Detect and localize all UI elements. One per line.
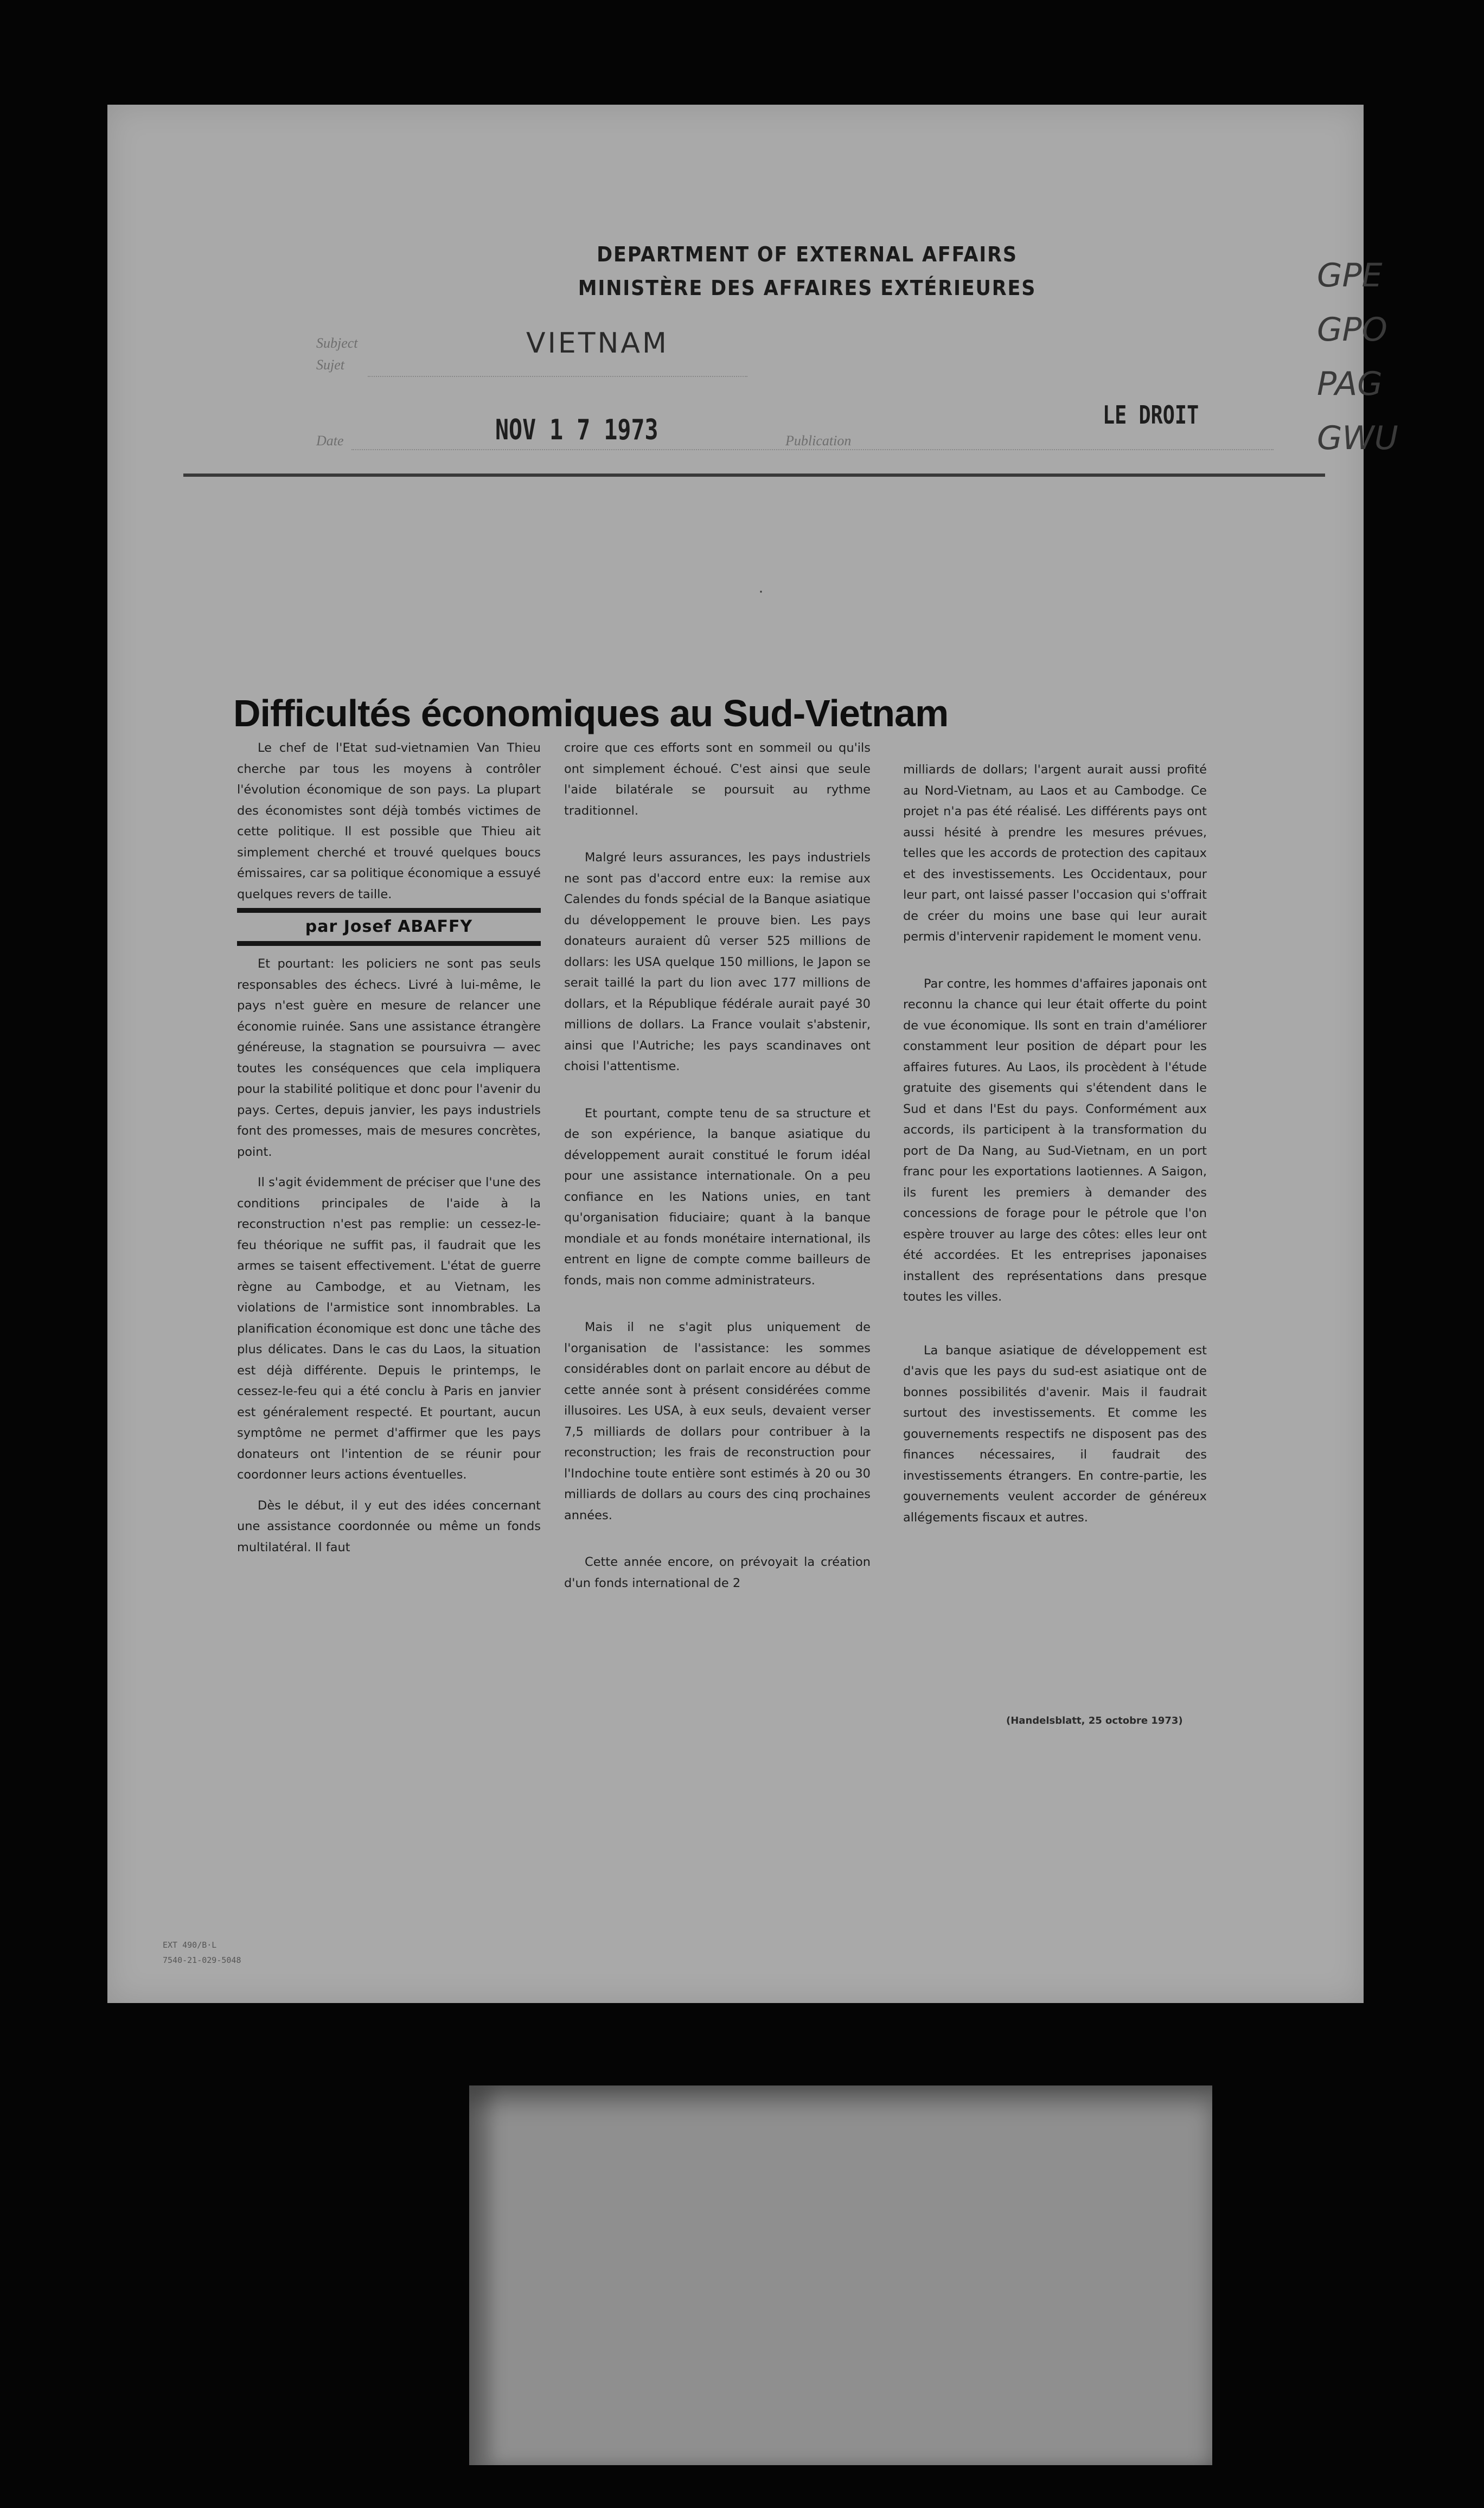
article-byline: par Josef ABAFFY — [305, 917, 473, 936]
publication-label: Publication — [785, 433, 852, 449]
article-paragraph: croire que ces efforts sont en sommeil ou qu'ils ont simplement échoué. C'est ainsi que seule l'aide bilatérale se poursuit au rythme traditionnel. — [564, 741, 871, 818]
article-paragraph: Par contre, les hommes d'affaires japonais ont reconnu la chance qui leur était offerte du point de vue économique. Ils sont en train d'améliorer constamment leur position de départ pour les affaires futures. Au Laos, ils procèdent à l'étude gratuite des gisements qui s'étendent dans le Sud et dans l'Est du pays. Conformément aux accords, ils participent à la transformation du port de Da Nang, au Sud-Vietnam, en un port franc pour les exportations laotiennes. A Saigon, ils furent les premiers à demander des concessions de forage pour le pétrole que l'on espère trouver au large des côtes: elles leur ont été accordées. Et les entreprises japonaises installent des représentations dans presque toutes les villes. — [903, 976, 1207, 1304]
article-paragraph: Et pourtant, compte tenu de sa structure et de son expérience, la banque asiatique du développement aurait constitué le forum idéal pour une assistance internationale. On a peu confiance en les Nations unies, en tant qu'organisation fiduciaire; quant à la banque mondiale et au fonds monétaire international, ils entrent en ligne de compte comme bailleurs de fonds, mais non comme administrateurs. — [564, 1106, 871, 1288]
article-paragraph: Cette année encore, on prévoyait la création d'un fonds international de 2 — [564, 1555, 871, 1590]
routing-initial: GPE — [1317, 257, 1383, 295]
article-paragraph: milliards de dollars; l'argent aurait aussi profité au Nord-Vietnam, au Laos et au Cambodge. Ce projet n'a pas été réalisé. Les différents pays ont aussi hésité à prendre les mesures prévues, telles que les accords de protection des capitaux et des investissements. Les Occidentaux, pour leur part, ont laissé passer l'occasion qui s'offrait de créer du moins une base qui leur aurait permis d'intervenir rapidement le moment venu. — [903, 763, 1207, 944]
header-divider — [183, 474, 1325, 477]
article-paragraph: Il s'agit évidemment de préciser que l'une des conditions principales de l'aide à la reconstruction n'est pas remplie: un cessez-le-feu théorique ne suffit pas, il faudrait que les armes se taisent effectivement. L'état de guerre règne au Cambodge, et au Vietnam, les violations de l'armistice sont innombrables. La planification économique est donc une tâche des plus délicates. Dans le cas du Laos, la situation est déjà différente. Depuis le printemps, le cessez-le-feu qui a été conclu à Paris en janvier est généralement respecté. Et pourtant, aucun symptôme ne permet d'affirmer que les pays donateurs ont l'intention de se réunir pour coordonner leurs actions éventuelles. — [237, 1175, 541, 1482]
article-paragraph: La banque asiatique de développement est d'avis que les pays du sud-est asiatique ont de bonnes possibilités d'avenir. Mais il faudrait surtout des investissements. Et comme les gouvernements respectifs ne disposent pas des finances nécessaires, il faudrait des investissements étrangers. En contre-partie, les gouvernements veulent accorder de généreux allégements fiscaux et autres. — [903, 1343, 1207, 1525]
publication-stamp: LE DROIT — [1103, 400, 1199, 430]
byline-rule-bottom — [237, 941, 541, 946]
blank-slip — [469, 2085, 1212, 2465]
subject-line — [368, 376, 747, 377]
byline-block — [237, 908, 541, 946]
date-label: Date — [316, 433, 344, 449]
department-name-fr: MINISTÈRE DES AFFAIRES EXTÉRIEURES — [578, 276, 1037, 300]
byline-rule-top — [237, 908, 541, 913]
letterhead — [558, 238, 1057, 305]
routing-initial: GWU — [1317, 419, 1398, 457]
article-paragraph: Et pourtant: les policiers ne sont pas seuls responsables des échecs. Livré à lui-même, le pays n'est guère en mesure de relancer une économie ruinée. Sans une assistance étrangère généreuse, la stagnation se poursuivra — avec toutes les conséquences que cela impliquera pour la stabilité politique et donc pour l'avenir du pays. Certes, depuis janvier, les pays industriels font des promesses, mais de mesures concrètes, point. — [237, 957, 541, 1159]
routing-initials — [1317, 248, 1398, 465]
article-source: (Handelsblatt, 25 octobre 1973) — [1006, 1715, 1183, 1726]
article-lead: Le chef de l'Etat sud-vietnamien Van Thieu cherche par tous les moyens à contrôler l'évolution économique de son pays. La plupart des économistes sont déjà tombés victimes de cette politique. Il est possible que Thieu ait simplement cherché et trouvé quelques boucs émissaires, car sa politique économique a essuyé quelques revers de taille. — [237, 741, 541, 901]
article-column-2 — [564, 738, 871, 1594]
form-code — [163, 1937, 241, 1968]
article-headline: Difficultés économiques au Sud-Vietnam — [233, 692, 949, 734]
routing-initial: GPO — [1317, 311, 1387, 349]
stray-mark: · — [758, 582, 764, 600]
date-stamp: NOV 1 7 1973 — [495, 414, 658, 446]
article-paragraph: Dès le début, il y eut des idées concernant une assistance coordonnée ou même un fonds multilatéral. Il faut — [237, 1498, 541, 1554]
article-column-1 — [237, 738, 541, 1558]
subject-label: Subject — [316, 335, 358, 351]
subject-value: VIETNAM — [526, 327, 669, 360]
article-paragraph: Mais il ne s'agit plus uniquement de l'organisation de l'assistance: les sommes considérables dont on parlait encore au début de cette année sont à présent considérées comme illusoires. Les USA, à eux seuls, devaient verser 7,5 milliards de dollars pour contribuer à la reconstruction; les frais de reconstruction pour l'Indochine toute entière sont estimés à 20 ou 30 milliards de dollars au cours des cinq prochaines années. — [564, 1320, 871, 1522]
article-paragraph: Malgré leurs assurances, les pays industriels ne sont pas d'accord entre eux: la remise aux Calendes du fonds spécial de la Banque asiatique du développement le prouve bien. Les pays donateurs auraient dû verser 525 millions de dollars: les USA quelque 150 millions, le Japon se serait taillé la part du lion avec 177 millions de dollars, et la République fédérale aurait payé 30 millions de dollars. La France voulait s'abstenir, ainsi que l'Autriche; les pays scandinaves ont choisi l'attentisme. — [564, 850, 871, 1073]
form-code-line: 7540-21-029-5048 — [163, 1955, 241, 1965]
department-name-en: DEPARTMENT OF EXTERNAL AFFAIRS — [597, 242, 1018, 266]
form-code-line: EXT 490/B·L — [163, 1940, 217, 1950]
article-column-3 — [903, 759, 1207, 1528]
subject-label-fr: Sujet — [316, 357, 344, 373]
date-publication-line — [351, 449, 1274, 450]
routing-initial: PAG — [1317, 365, 1383, 403]
